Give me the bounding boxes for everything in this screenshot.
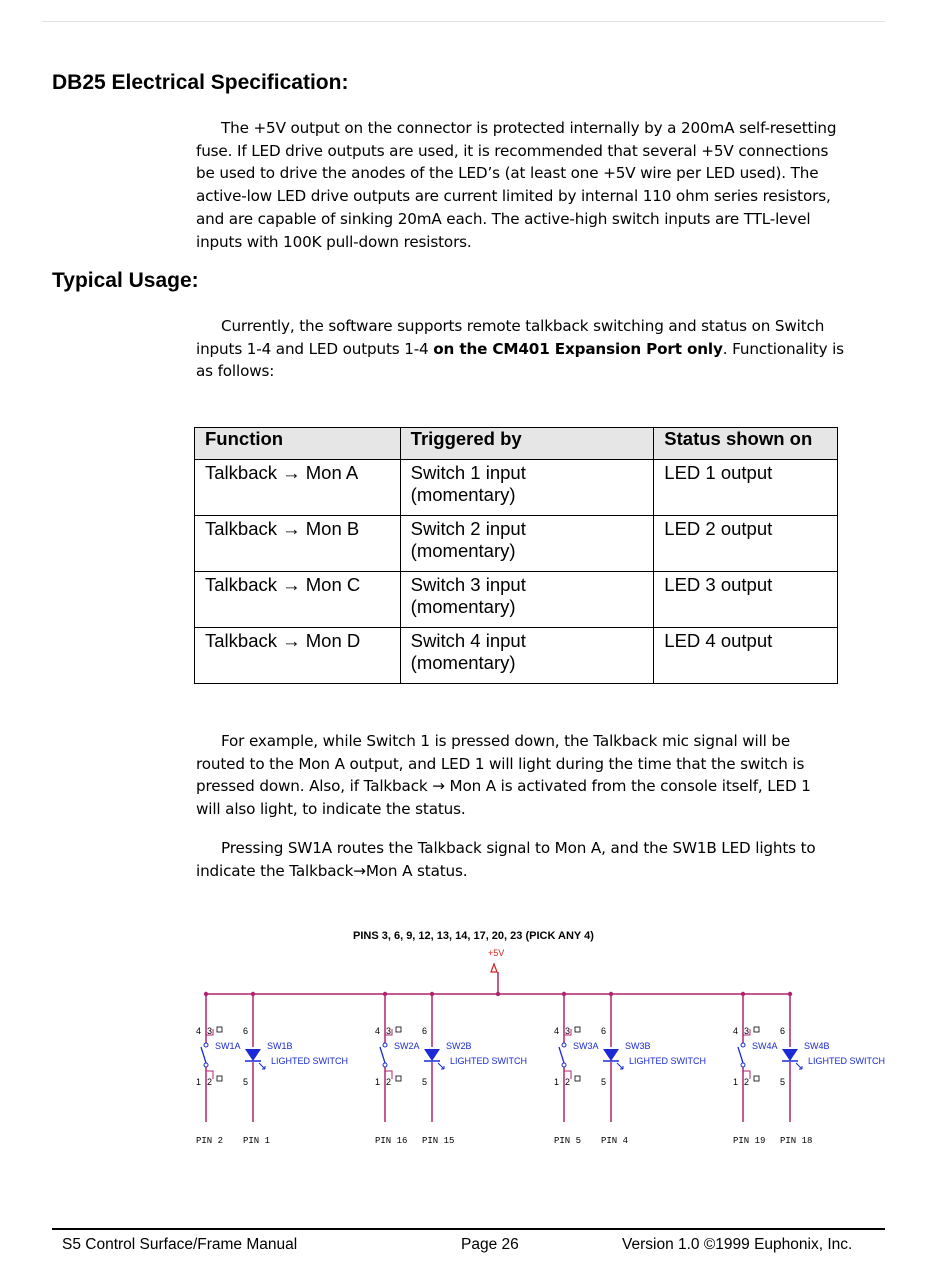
switch-pin-label: PIN 19 (733, 1136, 766, 1146)
led-pin-label: PIN 4 (601, 1136, 629, 1146)
terminal-box (754, 1027, 759, 1032)
cell-status: LED 1 output (654, 460, 838, 516)
switch-contact (204, 1043, 208, 1047)
lighted-switch-label: LIGHTED SWITCH (271, 1056, 349, 1066)
trigger-mode: (momentary) (410, 540, 516, 561)
usage-line: as follows: (196, 362, 275, 381)
cell-status: LED 2 output (654, 516, 838, 572)
lighted-switch-label: LIGHTED SWITCH (450, 1056, 528, 1066)
switch-lever (380, 1047, 385, 1063)
pin-number: 6 (601, 1026, 607, 1036)
pin-number: 1 (375, 1077, 381, 1087)
trigger-mode: (momentary) (410, 596, 516, 617)
switch-lever (738, 1047, 743, 1063)
switch-contact (383, 1043, 387, 1047)
led-icon (782, 1049, 798, 1061)
cell-function: Talkback → Mon D (195, 628, 401, 684)
usage-line: inputs 1-4 and LED outputs 1-4 (196, 339, 434, 358)
pin-number: 1 (733, 1077, 739, 1087)
trigger-mode: (momentary) (410, 484, 516, 505)
led-label: SW1B (267, 1041, 293, 1051)
terminal-box (575, 1076, 580, 1081)
header-triggered-by: Triggered by (400, 428, 654, 460)
trigger-text: Switch 2 input (410, 518, 526, 539)
led-pin-label: PIN 18 (780, 1136, 813, 1146)
table-row (195, 460, 838, 516)
switch-pin-label: PIN 2 (196, 1136, 224, 1146)
pin-number: 1 (196, 1077, 202, 1087)
example-line: will also light, to indicate the status. (196, 800, 466, 819)
supply-arrow-icon (491, 964, 497, 972)
terminal-box (754, 1076, 759, 1081)
pin-number: 3 (744, 1026, 750, 1036)
wiring-schematic (190, 925, 895, 1150)
cell-status: LED 4 output (654, 628, 838, 684)
cell-function: Talkback → Mon A (195, 460, 401, 516)
switch-contact (741, 1043, 745, 1047)
pin-number: 6 (422, 1026, 428, 1036)
pin-number: 3 (207, 1026, 213, 1036)
pin-number: 5 (780, 1077, 786, 1087)
led-pin-label: PIN 15 (422, 1136, 455, 1146)
light-emission-icon (796, 1063, 802, 1069)
spec-line: fuse. If LED drive outputs are used, it is recommended that several +5V connections (196, 141, 829, 160)
spec-paragraph (196, 117, 886, 253)
cell-trigger (400, 572, 654, 628)
lighted-switch-label: LIGHTED SWITCH (629, 1056, 707, 1066)
pin-number: 6 (780, 1026, 786, 1036)
led-icon (245, 1049, 261, 1061)
light-emission-icon (438, 1063, 444, 1069)
pin-number: 3 (386, 1026, 392, 1036)
cell-function: Talkback → Mon C (195, 572, 401, 628)
terminal-box (396, 1027, 401, 1032)
light-emission-icon (259, 1063, 265, 1069)
spec-line: and are capable of sinking 20mA each. The active-high switch inputs are TTL-level (196, 209, 811, 228)
switch-pin-label: PIN 5 (554, 1136, 582, 1146)
schematic-title: PINS 3, 6, 9, 12, 13, 14, 17, 20, 23 (PICK ANY 4) (353, 930, 594, 942)
led-icon (424, 1049, 440, 1061)
trigger-text: Switch 3 input (410, 574, 526, 595)
bus-junction (204, 992, 208, 996)
usage-line: . Functionality is (722, 339, 844, 358)
table-header-row (195, 428, 838, 460)
top-rule (42, 21, 885, 22)
switch-label: SW2A (394, 1041, 420, 1051)
pin-number: 5 (422, 1077, 428, 1087)
terminal-box (575, 1027, 580, 1032)
footer-manual-title: S5 Control Surface/Frame Manual (62, 1236, 298, 1253)
example-line: For example, while Switch 1 is pressed down, the Talkback mic signal will be (221, 732, 791, 750)
terminal-box (217, 1076, 222, 1081)
cell-function: Talkback → Mon B (195, 516, 401, 572)
example-line: pressed down. Also, if Talkback → Mon A is activated from the console itself, LED 1 (196, 777, 811, 796)
switch-label: SW4A (752, 1041, 778, 1051)
example-paragraph (196, 730, 886, 821)
example-line: routed to the Mon A output, and LED 1 will light during the time that the switch is (196, 754, 805, 773)
switch-lever (559, 1047, 564, 1063)
usage-emphasis: on the CM401 Expansion Port only (433, 339, 723, 358)
switch-lever (201, 1047, 206, 1063)
bus-junction (562, 992, 566, 996)
spec-line: The +5V output on the connector is protected internally by a 200mA self-resetting (221, 119, 837, 137)
pin-number: 4 (554, 1026, 560, 1036)
bus-junction (741, 992, 745, 996)
cell-status: LED 3 output (654, 572, 838, 628)
spec-line: active-low LED drive outputs are current limited by internal 110 ohm series resistors, (196, 187, 831, 206)
switch-label: SW3A (573, 1041, 599, 1051)
light-emission-icon (617, 1063, 623, 1069)
spec-line: inputs with 100K pull-down resistors. (196, 232, 472, 251)
section-heading-usage: Typical Usage: (52, 269, 199, 292)
pin-number: 4 (375, 1026, 381, 1036)
pin-number: 2 (386, 1077, 392, 1087)
led-icon (603, 1049, 619, 1061)
led-pin-label: PIN 1 (243, 1136, 271, 1146)
bus-junction (383, 992, 387, 996)
pin-number: 5 (243, 1077, 249, 1087)
function-table (194, 427, 838, 684)
terminal-box (217, 1027, 222, 1032)
pressing-paragraph (196, 837, 886, 882)
switch-contact (204, 1063, 208, 1067)
table-row (195, 628, 838, 684)
pressing-line: Pressing SW1A routes the Talkback signal to Mon A, and the SW1B LED lights to (221, 839, 816, 857)
switch-contact (741, 1063, 745, 1067)
supply-label: +5V (488, 948, 505, 958)
footer-version: Version 1.0 ©1999 Euphonix, Inc. (622, 1236, 853, 1253)
pin-number: 2 (565, 1077, 571, 1087)
usage-paragraph (196, 315, 886, 383)
section-heading-spec: DB25 Electrical Specification: (52, 71, 349, 94)
footer-rule (52, 1228, 885, 1230)
pin-number: 4 (733, 1026, 739, 1036)
switch-contact (562, 1043, 566, 1047)
header-function: Function (195, 428, 401, 460)
led-label: SW4B (804, 1041, 830, 1051)
led-label: SW3B (625, 1041, 651, 1051)
spec-line: be used to drive the anodes of the LED’s (at least one +5V wire per LED used). The (196, 164, 819, 183)
pressing-line: indicate the Talkback→Mon A status. (196, 861, 468, 880)
pin-number: 1 (554, 1077, 560, 1087)
usage-line: Currently, the software supports remote talkback switching and status on Switch (221, 317, 825, 335)
trigger-text: Switch 4 input (410, 630, 526, 651)
pin-number: 4 (196, 1026, 202, 1036)
table-row (195, 516, 838, 572)
trigger-text: Switch 1 input (410, 462, 526, 483)
pin-number: 2 (744, 1077, 750, 1087)
cell-trigger (400, 516, 654, 572)
pin-number: 6 (243, 1026, 249, 1036)
pin-number: 2 (207, 1077, 213, 1087)
header-status: Status shown on (654, 428, 838, 460)
switch-contact (562, 1063, 566, 1067)
switch-pin-label: PIN 16 (375, 1136, 408, 1146)
cell-trigger (400, 628, 654, 684)
trigger-mode: (momentary) (410, 652, 516, 673)
switch-contact (383, 1063, 387, 1067)
switch-label: SW1A (215, 1041, 241, 1051)
led-label: SW2B (446, 1041, 472, 1051)
lighted-switch-label: LIGHTED SWITCH (808, 1056, 886, 1066)
pin-number: 5 (601, 1077, 607, 1087)
cell-trigger (400, 460, 654, 516)
bus-junction (496, 992, 500, 996)
pin-number: 3 (565, 1026, 571, 1036)
table-row (195, 572, 838, 628)
terminal-box (396, 1076, 401, 1081)
footer-page-number: Page 26 (461, 1236, 519, 1253)
